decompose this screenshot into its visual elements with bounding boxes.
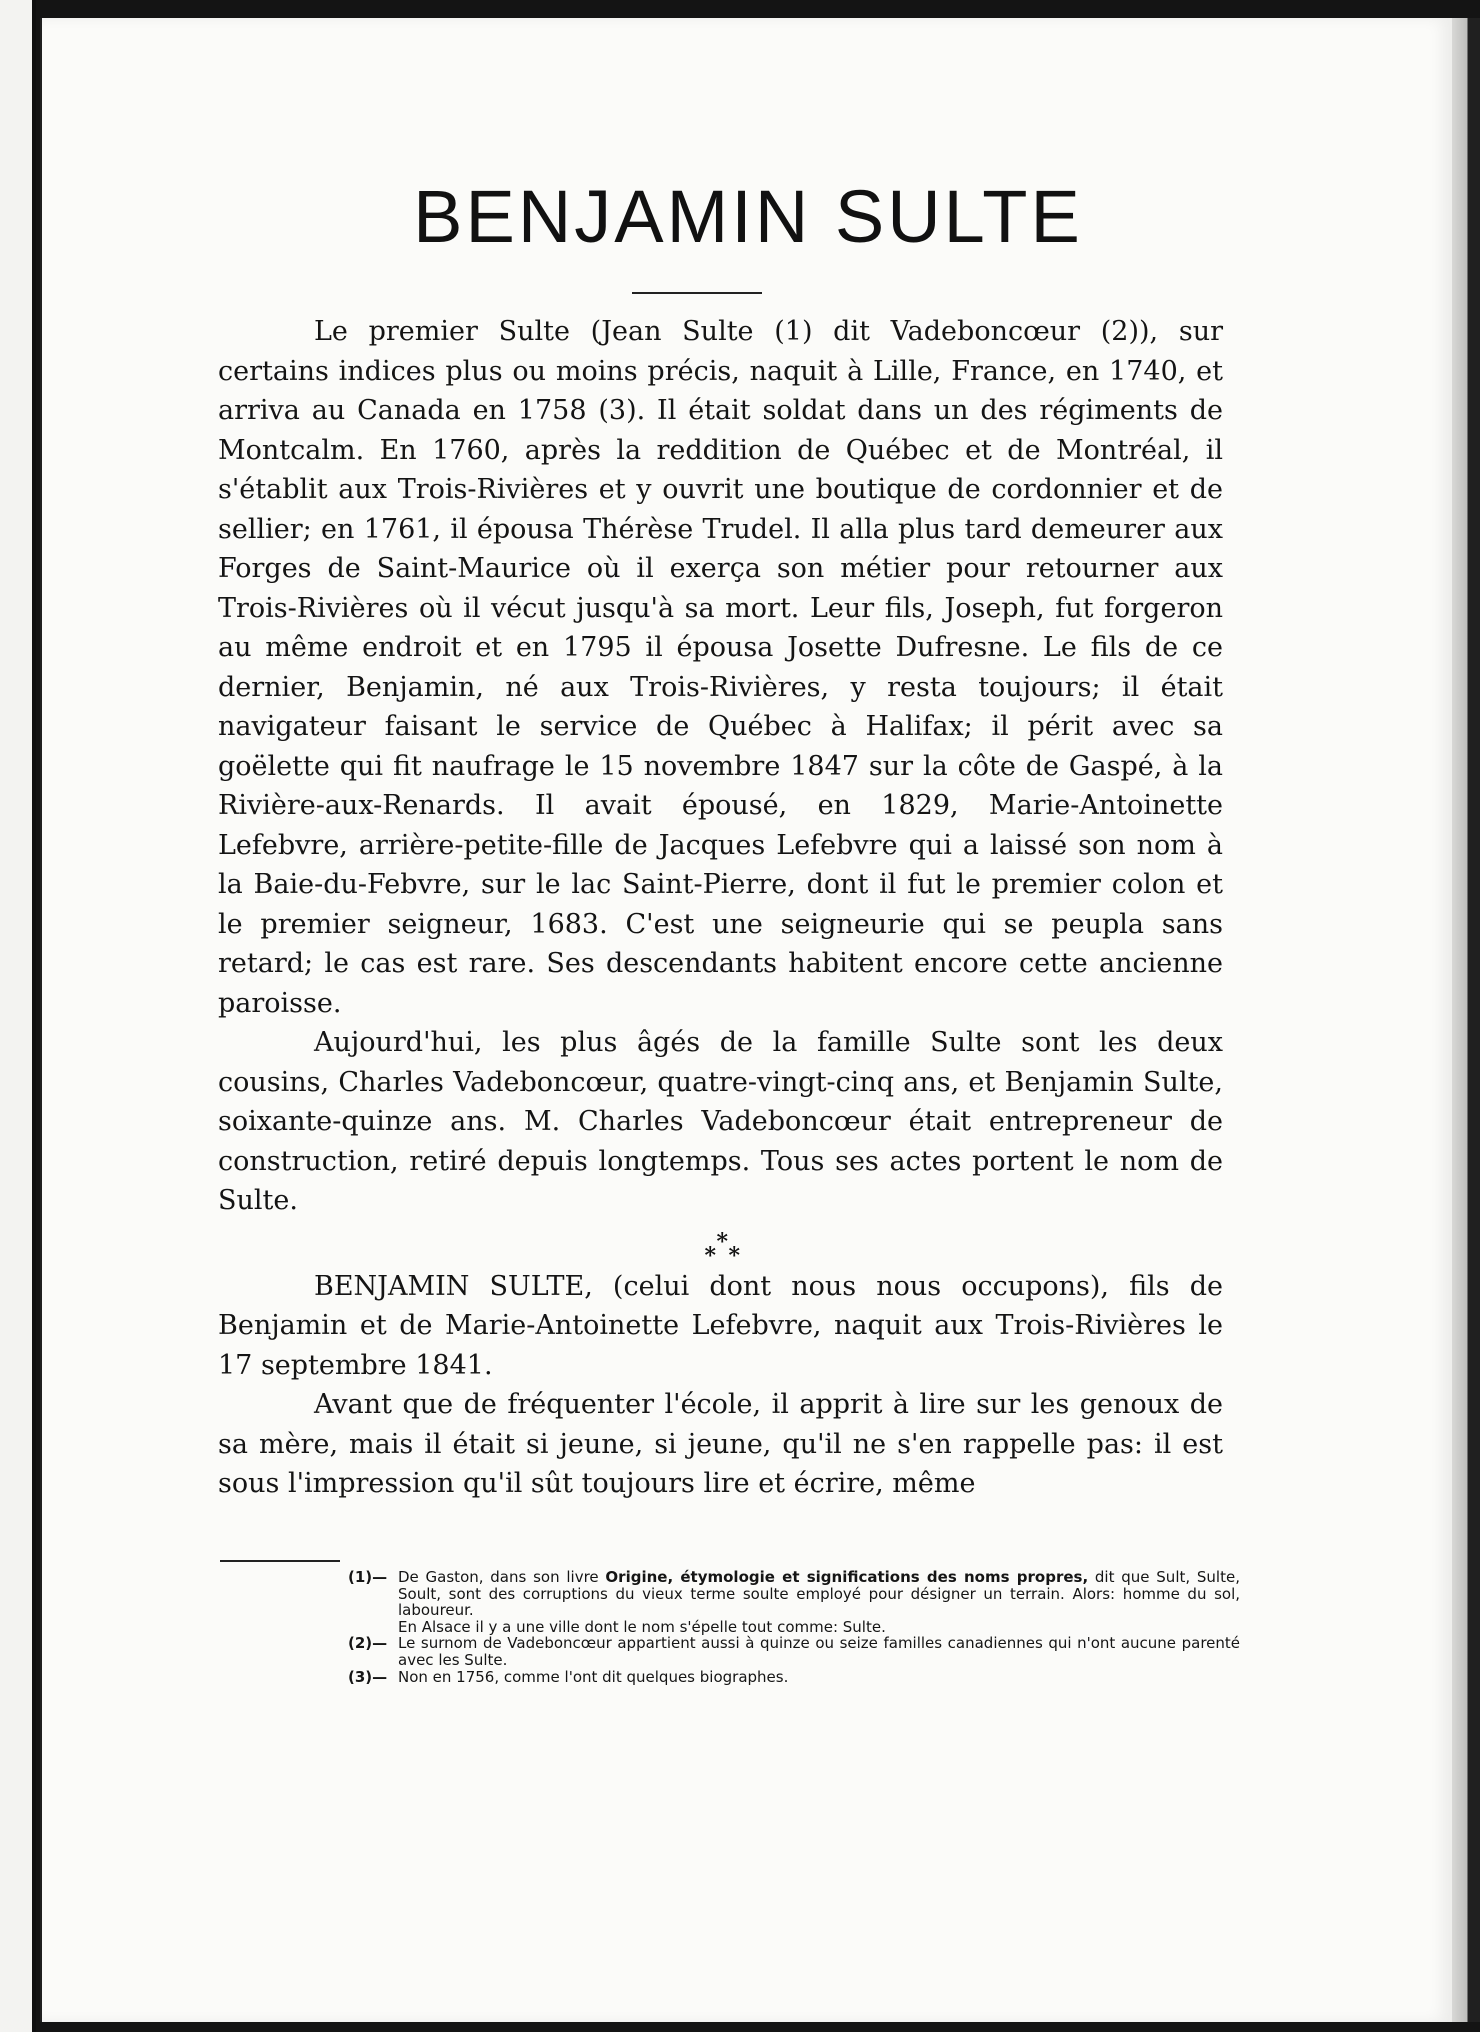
page-title: BENJAMIN SULTE bbox=[413, 175, 1083, 258]
footnote-extra-line: En Alsace il y a une ville dont le nom s'épelle tout comme: Sulte. bbox=[398, 1617, 886, 1636]
body-text bbox=[218, 312, 1223, 1504]
footnote-text: dit que Sult, Sulte, Soult, sont des corruptions du vieux terme soulte employé pour désigner un terrain. Alors: homme du sol, laboureur. bbox=[398, 1568, 1240, 1620]
paragraph-3: BENJAMIN SULTE, (celui dont nous nous occupons), fils de Benjamin et de Marie-Antoinette Lefebvre, naquit aux Trois-Rivières le 17 septembre 1841. bbox=[218, 1270, 1223, 1381]
footnote-text: Non en 1756, comme l'ont dit quelques biographes. bbox=[398, 1667, 789, 1686]
right-page-edge bbox=[1452, 18, 1480, 2022]
separator-star: * bbox=[716, 1228, 729, 1255]
paragraph-2: Aujourd'hui, les plus âgés de la famille Sulte sont les deux cousins, Charles Vadeboncœur, quatre-vingt-cinq ans, et Benjamin Sulte, soixante-quinze ans. M. Charles Vadeboncœur était entrepreneur de construction, retiré depuis longtemps. Tous ses actes portent le nom de Sulte. bbox=[218, 1027, 1223, 1216]
footnote-text: Le surnom de Vadeboncœur appartient aussi à quinze ou seize familles canadiennes qui n'ont aucune parenté avec les Sulte. bbox=[398, 1634, 1240, 1669]
footnote-number: (3)— bbox=[348, 1667, 388, 1686]
footnote-rule bbox=[220, 1560, 340, 1562]
footnote-2 bbox=[348, 1635, 1240, 1668]
footnote-number: (2)— bbox=[348, 1634, 388, 1653]
paragraph-4: Avant que de fréquenter l'école, il apprit à lire sur les genoux de sa mère, mais il était si jeune, si jeune, qu'il ne s'en rappelle pas: il est sous l'impression qu'il sût toujours lire et écrire, même bbox=[218, 1389, 1223, 1499]
separator-star: * bbox=[704, 1242, 717, 1269]
footnote-text: De Gaston, dans son livre bbox=[398, 1568, 606, 1586]
section-separator-asterism bbox=[691, 1227, 751, 1267]
separator-star: * bbox=[728, 1242, 741, 1269]
left-page-edge bbox=[0, 0, 36, 2032]
footnote-3 bbox=[348, 1669, 1240, 1686]
footnote-1 bbox=[348, 1569, 1240, 1635]
book-page bbox=[40, 18, 1452, 2022]
footnote-book-title: Origine, étymologie et significations des noms propres, bbox=[605, 1568, 1089, 1586]
footnotes bbox=[348, 1569, 1240, 1685]
title-rule bbox=[632, 292, 762, 294]
footnote-number: (1)— bbox=[348, 1568, 388, 1586]
paragraph-1: Le premier Sulte (Jean Sulte (1) dit Vadeboncœur (2)), sur certains indices plus ou moins précis, naquit à Lille, France, en 1740, et arriva au Canada en 1758 (3). Il était soldat dans un des régiments de Montcalm. En 1760, après la reddition de Québec et de Montréal, il s'établit aux Trois-Rivières et y ouvrit une boutique de cordonnier et de sellier; en 1761, il épousa Thérèse Trudel. Il alla plus tard demeurer aux Forges de Saint-Maurice où il exerça son métier pour retourner aux Trois-Rivières où il vécut jusqu'à sa mort. Leur fils, Joseph, fut forgeron au même endroit et en 1795 il épousa Josette Dufresne. Le fils de ce dernier, Benjamin, né aux Trois-Rivières, y resta toujours; il était navigateur faisant le service de Québec à Halifax; il périt avec sa goëlette qui fit naufrage le 15 novembre 1847 sur la côte de Gaspé, à la Rivière-aux-Renards. Il avait épousé, en 1829, Marie-Antoinette Lefebvre, arrière-petite-fille de Jacques Lefebvre qui a laissé son nom à la Baie-du-Febvre, sur le lac Saint-Pierre, dont il fut le premier colon et le premier seigneur, 1683. C'est une seigneurie qui se peupla sans retard; le cas est rare. Ses descendants habitent encore cette ancienne paroisse. bbox=[218, 316, 1223, 1019]
